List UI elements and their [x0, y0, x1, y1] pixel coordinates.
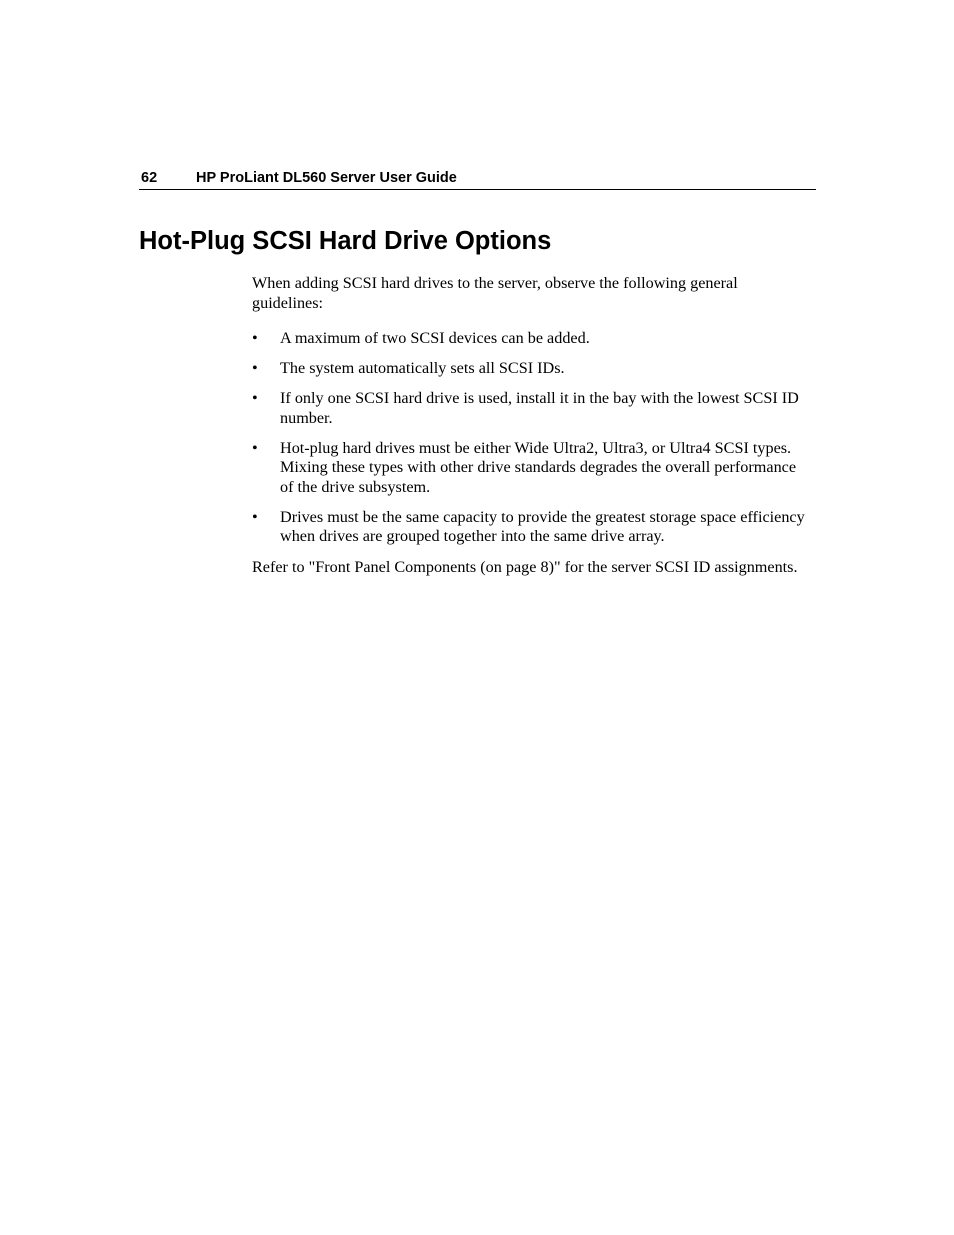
bullet-icon: •: [252, 389, 258, 407]
bullet-icon: •: [252, 329, 258, 347]
list-item: [252, 359, 812, 379]
list-item: [252, 508, 812, 547]
bullet-icon: •: [252, 359, 258, 377]
list-item: [252, 389, 812, 428]
bullet-icon: •: [252, 438, 258, 457]
list-item-text: Drives must be the same capacity to provide the greatest storage space efficiency when drives are grouped together into the same drive array.: [280, 507, 805, 545]
bullet-icon: •: [252, 507, 258, 526]
section-body: [252, 274, 812, 577]
list-item-text: If only one SCSI hard drive is used, install it in the bay with the lowest SCSI ID number.: [280, 389, 799, 427]
page-header: [139, 168, 816, 190]
section-title: Hot-Plug SCSI Hard Drive Options: [139, 227, 552, 255]
guide-title: HP ProLiant DL560 Server User Guide: [196, 170, 457, 186]
page-number: 62: [141, 170, 158, 186]
guidelines-list: [252, 329, 812, 547]
list-item: [252, 329, 812, 349]
reference-paragraph: Refer to "Front Panel Components (on page 8)" for the server SCSI ID assignments.: [252, 557, 798, 576]
list-item-text: The system automatically sets all SCSI IDs.: [280, 359, 565, 377]
list-item: [252, 439, 812, 498]
list-item-text: Hot-plug hard drives must be either Wide Ultra2, Ultra3, or Ultra4 SCSI types. Mixing these types with other drive standards degrades the overall performance of the drive subsystem.: [280, 438, 797, 496]
list-item-text: A maximum of two SCSI devices can be added.: [280, 329, 590, 347]
intro-paragraph: When adding SCSI hard drives to the server, observe the following general guidelines:: [252, 274, 738, 312]
